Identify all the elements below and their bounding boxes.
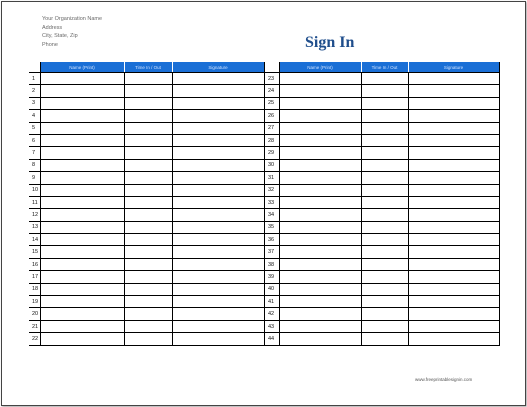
name-cell[interactable] xyxy=(40,97,124,109)
table-row xyxy=(29,147,264,159)
name-cell[interactable] xyxy=(279,85,361,97)
signature-column-header: Signature xyxy=(408,62,499,73)
table-row xyxy=(29,159,264,171)
row-number: 38 xyxy=(265,258,279,270)
signature-cell[interactable] xyxy=(172,320,264,332)
number-header xyxy=(29,62,40,73)
row-number: 8 xyxy=(29,159,40,171)
time-cell[interactable] xyxy=(361,234,408,246)
table-row xyxy=(29,283,264,295)
signature-cell[interactable] xyxy=(172,296,264,308)
table-row xyxy=(29,271,264,283)
table-row xyxy=(265,221,499,233)
row-number: 24 xyxy=(265,85,279,97)
row-number: 26 xyxy=(265,110,279,122)
time-cell[interactable] xyxy=(124,271,172,283)
signature-cell[interactable] xyxy=(408,308,499,320)
row-number: 15 xyxy=(29,246,40,258)
row-number: 12 xyxy=(29,209,40,221)
name-cell[interactable] xyxy=(40,184,124,196)
row-number: 30 xyxy=(265,159,279,171)
signature-cell[interactable] xyxy=(408,221,499,233)
signature-cell[interactable] xyxy=(408,271,499,283)
time-column-header: Time In / Out xyxy=(124,62,172,73)
table-row xyxy=(29,246,264,258)
row-number: 44 xyxy=(265,333,279,345)
signature-cell[interactable] xyxy=(408,85,499,97)
name-cell[interactable] xyxy=(40,333,124,345)
name-cell[interactable] xyxy=(40,209,124,221)
name-cell[interactable] xyxy=(279,296,361,308)
table-row xyxy=(265,97,499,109)
row-number: 17 xyxy=(29,271,40,283)
table-row xyxy=(265,246,499,258)
time-cell[interactable] xyxy=(361,246,408,258)
name-cell[interactable] xyxy=(40,172,124,184)
row-number: 36 xyxy=(265,234,279,246)
signature-cell[interactable] xyxy=(172,85,264,97)
organization-info xyxy=(42,15,102,49)
name-cell[interactable] xyxy=(279,73,361,85)
name-cell[interactable] xyxy=(279,122,361,134)
sign-in-table-left xyxy=(29,62,265,346)
signature-cell[interactable] xyxy=(408,283,499,295)
row-number: 35 xyxy=(265,221,279,233)
table-row xyxy=(265,159,499,171)
time-cell[interactable] xyxy=(124,308,172,320)
time-cell[interactable] xyxy=(361,184,408,196)
signature-cell[interactable] xyxy=(172,184,264,196)
row-number: 1 xyxy=(29,73,40,85)
signature-cell[interactable] xyxy=(408,97,499,109)
signature-cell[interactable] xyxy=(172,234,264,246)
time-cell[interactable] xyxy=(124,333,172,345)
organization-name: Your Organization Name xyxy=(42,16,103,22)
table-row xyxy=(29,333,264,345)
time-cell[interactable] xyxy=(361,85,408,97)
signature-cell[interactable] xyxy=(172,196,264,208)
time-cell[interactable] xyxy=(124,258,172,270)
row-number: 14 xyxy=(29,234,40,246)
time-cell[interactable] xyxy=(361,209,408,221)
signature-cell[interactable] xyxy=(408,73,499,85)
signature-cell[interactable] xyxy=(408,234,499,246)
table-row xyxy=(29,258,264,270)
table-row xyxy=(265,308,499,320)
row-number: 29 xyxy=(265,147,279,159)
row-number: 16 xyxy=(29,258,40,270)
table-row xyxy=(29,184,264,196)
time-cell[interactable] xyxy=(124,196,172,208)
name-cell[interactable] xyxy=(279,110,361,122)
row-number: 3 xyxy=(29,97,40,109)
signature-cell[interactable] xyxy=(172,308,264,320)
table-row xyxy=(29,172,264,184)
row-number: 6 xyxy=(29,134,40,146)
time-cell[interactable] xyxy=(124,172,172,184)
signature-cell[interactable] xyxy=(172,333,264,345)
table-row xyxy=(265,271,499,283)
signature-cell[interactable] xyxy=(172,147,264,159)
name-cell[interactable] xyxy=(279,196,361,208)
signature-cell[interactable] xyxy=(408,258,499,270)
name-cell[interactable] xyxy=(279,221,361,233)
signature-cell[interactable] xyxy=(172,271,264,283)
signature-cell[interactable] xyxy=(408,110,499,122)
time-cell[interactable] xyxy=(361,73,408,85)
name-cell[interactable] xyxy=(40,85,124,97)
time-cell[interactable] xyxy=(361,258,408,270)
signature-cell[interactable] xyxy=(172,283,264,295)
table-row xyxy=(265,333,499,345)
organization-city: City, State, Zip xyxy=(42,33,78,40)
name-cell[interactable] xyxy=(40,234,124,246)
time-cell[interactable] xyxy=(124,97,172,109)
time-cell[interactable] xyxy=(124,110,172,122)
signature-column-header: Signature xyxy=(172,62,264,73)
table-row xyxy=(29,196,264,208)
time-cell[interactable] xyxy=(124,209,172,221)
row-number: 11 xyxy=(29,196,40,208)
row-number: 18 xyxy=(29,283,40,295)
signature-cell[interactable] xyxy=(408,184,499,196)
name-cell[interactable] xyxy=(40,271,124,283)
signature-cell[interactable] xyxy=(172,73,264,85)
table-row xyxy=(29,85,264,97)
signature-cell[interactable] xyxy=(172,246,264,258)
time-cell[interactable] xyxy=(124,283,172,295)
number-header xyxy=(265,62,279,73)
name-cell[interactable] xyxy=(40,73,124,85)
sign-in-table-right xyxy=(265,62,500,346)
signature-cell[interactable] xyxy=(172,110,264,122)
signature-cell[interactable] xyxy=(408,333,499,345)
table-row xyxy=(265,258,499,270)
name-cell[interactable] xyxy=(40,308,124,320)
name-cell[interactable] xyxy=(279,147,361,159)
row-number: 27 xyxy=(265,122,279,134)
row-number: 9 xyxy=(29,172,40,184)
row-number: 42 xyxy=(265,308,279,320)
name-cell[interactable] xyxy=(279,97,361,109)
table-row xyxy=(29,308,264,320)
name-cell[interactable] xyxy=(40,159,124,171)
time-cell[interactable] xyxy=(361,122,408,134)
name-cell[interactable] xyxy=(279,283,361,295)
table-row xyxy=(29,73,264,85)
row-number: 33 xyxy=(265,196,279,208)
table-row xyxy=(265,73,499,85)
time-cell[interactable] xyxy=(361,147,408,159)
time-cell[interactable] xyxy=(361,97,408,109)
name-cell[interactable] xyxy=(40,196,124,208)
row-number: 40 xyxy=(265,283,279,295)
signature-cell[interactable] xyxy=(172,97,264,109)
row-number: 25 xyxy=(265,97,279,109)
signature-cell[interactable] xyxy=(408,172,499,184)
row-number: 22 xyxy=(29,333,40,345)
time-column-header: Time In / Out xyxy=(361,62,408,73)
signature-cell[interactable] xyxy=(172,172,264,184)
time-cell[interactable] xyxy=(361,221,408,233)
row-number: 20 xyxy=(29,308,40,320)
row-number: 7 xyxy=(29,147,40,159)
name-cell[interactable] xyxy=(279,320,361,332)
page-title: Sign In xyxy=(305,34,355,51)
name-cell[interactable] xyxy=(40,283,124,295)
row-number: 39 xyxy=(265,271,279,283)
signature-cell[interactable] xyxy=(172,258,264,270)
name-column-header: Name (Print) xyxy=(40,62,124,73)
time-cell[interactable] xyxy=(124,221,172,233)
organization-phone: Phone xyxy=(42,41,58,48)
time-cell[interactable] xyxy=(361,283,408,295)
time-cell[interactable] xyxy=(124,234,172,246)
name-cell[interactable] xyxy=(279,271,361,283)
table-row xyxy=(265,320,499,332)
row-number: 37 xyxy=(265,246,279,258)
footer-url: www.freeprintablesignin.com xyxy=(415,377,473,382)
name-cell[interactable] xyxy=(279,172,361,184)
table-row xyxy=(265,283,499,295)
signature-cell[interactable] xyxy=(172,209,264,221)
name-column-header: Name (Print) xyxy=(279,62,361,73)
table-row xyxy=(29,122,264,134)
signature-cell[interactable] xyxy=(408,246,499,258)
name-cell[interactable] xyxy=(279,184,361,196)
row-number: 13 xyxy=(29,221,40,233)
signature-cell[interactable] xyxy=(408,159,499,171)
row-number: 28 xyxy=(265,134,279,146)
name-cell[interactable] xyxy=(40,258,124,270)
time-cell[interactable] xyxy=(361,159,408,171)
table-row xyxy=(29,234,264,246)
table-row xyxy=(265,147,499,159)
row-number: 19 xyxy=(29,296,40,308)
signature-cell[interactable] xyxy=(172,134,264,146)
row-number: 41 xyxy=(265,296,279,308)
table-row xyxy=(265,184,499,196)
time-cell[interactable] xyxy=(361,308,408,320)
name-cell[interactable] xyxy=(40,122,124,134)
signature-cell[interactable] xyxy=(408,296,499,308)
time-cell[interactable] xyxy=(124,320,172,332)
time-cell[interactable] xyxy=(124,85,172,97)
signature-cell[interactable] xyxy=(408,122,499,134)
time-cell[interactable] xyxy=(361,134,408,146)
time-cell[interactable] xyxy=(361,196,408,208)
signature-cell[interactable] xyxy=(172,122,264,134)
name-cell[interactable] xyxy=(40,246,124,258)
signature-cell[interactable] xyxy=(172,221,264,233)
time-cell[interactable] xyxy=(361,271,408,283)
row-number: 5 xyxy=(29,122,40,134)
signature-cell[interactable] xyxy=(408,196,499,208)
time-cell[interactable] xyxy=(124,184,172,196)
table-row xyxy=(29,134,264,146)
table-row xyxy=(265,172,499,184)
name-cell[interactable] xyxy=(40,134,124,146)
time-cell[interactable] xyxy=(124,296,172,308)
name-cell[interactable] xyxy=(279,333,361,345)
table-row xyxy=(265,122,499,134)
table-row xyxy=(265,296,499,308)
time-cell[interactable] xyxy=(361,110,408,122)
sign-in-sheet xyxy=(1,1,526,406)
time-cell[interactable] xyxy=(124,147,172,159)
row-number: 34 xyxy=(265,209,279,221)
name-cell[interactable] xyxy=(279,134,361,146)
row-number: 21 xyxy=(29,320,40,332)
time-cell[interactable] xyxy=(361,333,408,345)
table-row xyxy=(265,209,499,221)
signature-cell[interactable] xyxy=(408,147,499,159)
name-cell[interactable] xyxy=(279,246,361,258)
name-cell[interactable] xyxy=(279,234,361,246)
row-number: 31 xyxy=(265,172,279,184)
table-row xyxy=(29,209,264,221)
row-number: 10 xyxy=(29,184,40,196)
time-cell[interactable] xyxy=(361,320,408,332)
table-row xyxy=(265,196,499,208)
time-cell[interactable] xyxy=(361,172,408,184)
time-cell[interactable] xyxy=(124,159,172,171)
table-row xyxy=(29,320,264,332)
time-cell[interactable] xyxy=(124,122,172,134)
signature-cell[interactable] xyxy=(408,209,499,221)
table-row xyxy=(29,110,264,122)
table-row xyxy=(29,97,264,109)
name-cell[interactable] xyxy=(279,159,361,171)
name-cell[interactable] xyxy=(40,296,124,308)
signature-cell[interactable] xyxy=(408,134,499,146)
time-cell[interactable] xyxy=(361,296,408,308)
table-row xyxy=(265,234,499,246)
table-row xyxy=(29,296,264,308)
name-cell[interactable] xyxy=(40,147,124,159)
name-cell[interactable] xyxy=(40,221,124,233)
name-cell[interactable] xyxy=(40,110,124,122)
table-row xyxy=(265,85,499,97)
row-number: 43 xyxy=(265,320,279,332)
row-number: 4 xyxy=(29,110,40,122)
table-row xyxy=(29,221,264,233)
signature-cell[interactable] xyxy=(408,320,499,332)
row-number: 32 xyxy=(265,184,279,196)
time-cell[interactable] xyxy=(124,73,172,85)
organization-address: Address xyxy=(42,24,63,31)
name-cell[interactable] xyxy=(279,308,361,320)
row-number: 2 xyxy=(29,85,40,97)
time-cell[interactable] xyxy=(124,246,172,258)
signature-cell[interactable] xyxy=(172,159,264,171)
time-cell[interactable] xyxy=(124,134,172,146)
name-cell[interactable] xyxy=(40,320,124,332)
table-row xyxy=(265,110,499,122)
name-cell[interactable] xyxy=(279,209,361,221)
row-number: 23 xyxy=(265,73,279,85)
table-row xyxy=(265,134,499,146)
name-cell[interactable] xyxy=(279,258,361,270)
